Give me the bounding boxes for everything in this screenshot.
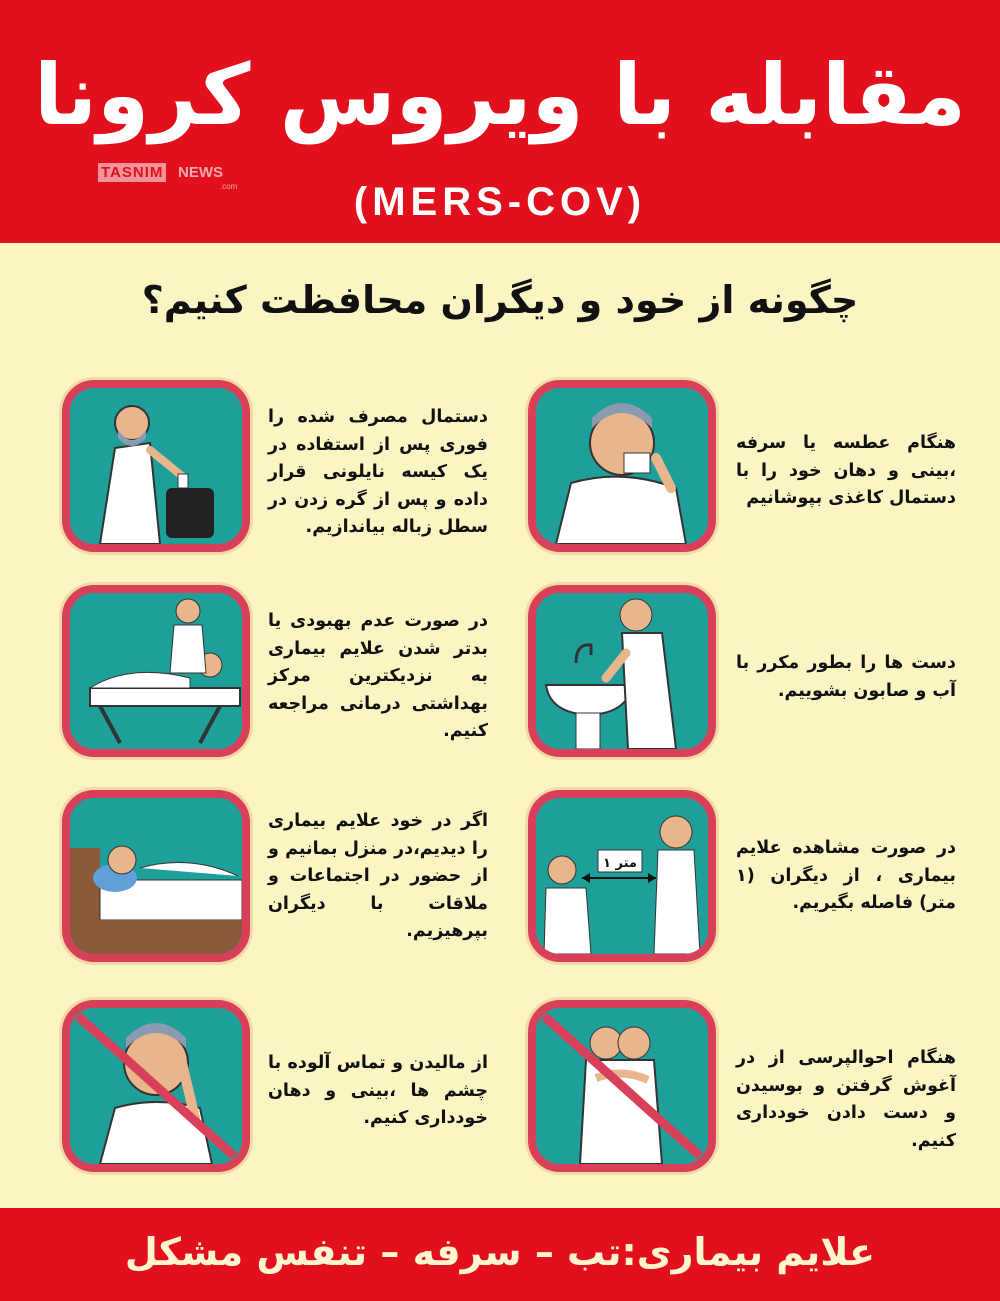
tissue-bin-icon [62,380,250,552]
tip-text: در صورت مشاهده علایم بیماری ، از دیگران (۱ متر) فاصله بگیریم. [736,838,956,913]
logo-suffix: NEWS [178,164,223,181]
distance-label: ۱ متر [603,856,637,871]
poster-subtitle: (MERS-COV) [353,180,647,224]
tip-text: هنگام احوالپرسی از در آغوش گرفتن و بوسیدن و دست دادن خودداری کنیم. [736,1048,956,1151]
section-heading: چگونه از خود و دیگران محافظت کنیم؟ [141,278,859,322]
poster-title: مقابله با ویروس کرونا [33,46,967,144]
tip-text: هنگام عطسه یا سرفه ،بینی و دهان خود را با دستمال کاغذی بپوشانیم [736,433,956,508]
hug-icon [528,1000,716,1172]
sneeze-tissue-icon [528,380,716,552]
hand-wash-icon [528,585,716,757]
doctor-visit-icon [62,585,250,757]
tip-text: دست ها را بطور مکرر با آب و صابون بشوییم. [736,653,956,701]
logo-brand: TASNIM [98,163,166,182]
tip-text: در صورت عدم بهبودی یا بدتر شدن علایم بیماری به نزدیکترین مرکز بهداشتی درمانی مراجعه کنیم. [268,611,488,741]
tip-text: از مالیدن و تماس آلوده با چشم ها ،بینی و دهان خودداری کنیم. [268,1053,488,1128]
bed-rest-icon [62,790,250,962]
tip-text: دستمال مصرف شده را فوری پس از استفاده در یک کیسه نایلونی قرار داده و پس از گره زدن در سطل زباله بیاندازیم. [268,407,488,537]
symptoms-text: علایم بیماری:تب – سرفه – تنفس مشکل [124,1230,876,1274]
tip-text: اگر در خود علایم بیماری را دیدیم،در منزل بمانیم و از حضور در اجتماعات و ملاقات با دیگران بپرهیزیم. [268,811,488,941]
face-touch-icon [62,1000,250,1172]
distance-icon [528,790,716,962]
logo-domain: .com [220,182,238,191]
